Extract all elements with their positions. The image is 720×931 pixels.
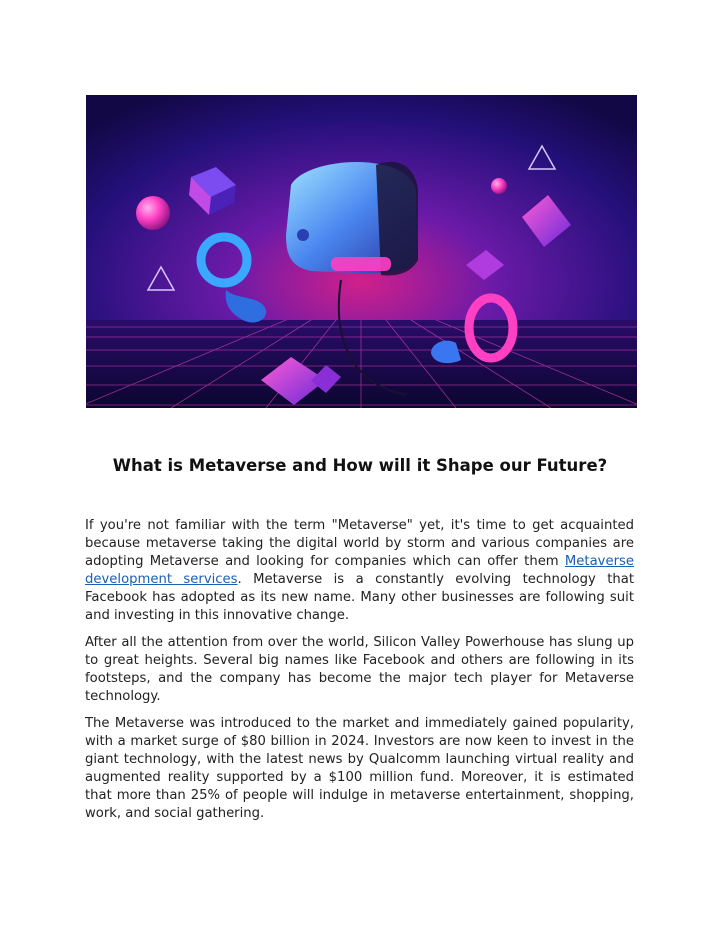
- paragraph-silicon-valley: After all the attention from over the world, Silicon Valley Powerhouse has slung up to great heights. Several big names like Facebook and others are following in its footsteps, and the company has become the major tech player for Metaverse technology.: [85, 635, 634, 704]
- article-body: [85, 517, 634, 832]
- paragraph-market-growth: The Metaverse was introduced to the market and immediately gained popularity, with a market surge of $80 billion in 2024. Investors are now keen to invest in the giant technology, with the latest news by Qualcomm launching virtual reality and augmented reality supported by a $100 million fund. Moreover, it is estimated that more than 25% of people will indulge in metaverse entertainment, shopping, work, and social gathering.: [85, 716, 634, 821]
- hero-image-vr-headset: [86, 95, 637, 408]
- paragraph-intro-text-start: If you're not familiar with the term "Metaverse" yet, it's time to get acquainted because metaverse taking the digital world by storm and various companies are adopting Metaverse and looking for companies which can offer them: [85, 518, 634, 569]
- paragraph-intro-text-end: . Metaverse is a constantly evolving technology that Facebook has adopted as its new name. Many other businesses are following suit and investing in this innovative change.: [85, 572, 635, 623]
- paragraph-intro: [85, 517, 634, 625]
- article-title: What is Metaverse and How will it Shape our Future?: [112, 456, 608, 475]
- metaverse-development-services-link[interactable]: Metaverse development services: [85, 554, 634, 587]
- vr-illustration: [86, 95, 637, 408]
